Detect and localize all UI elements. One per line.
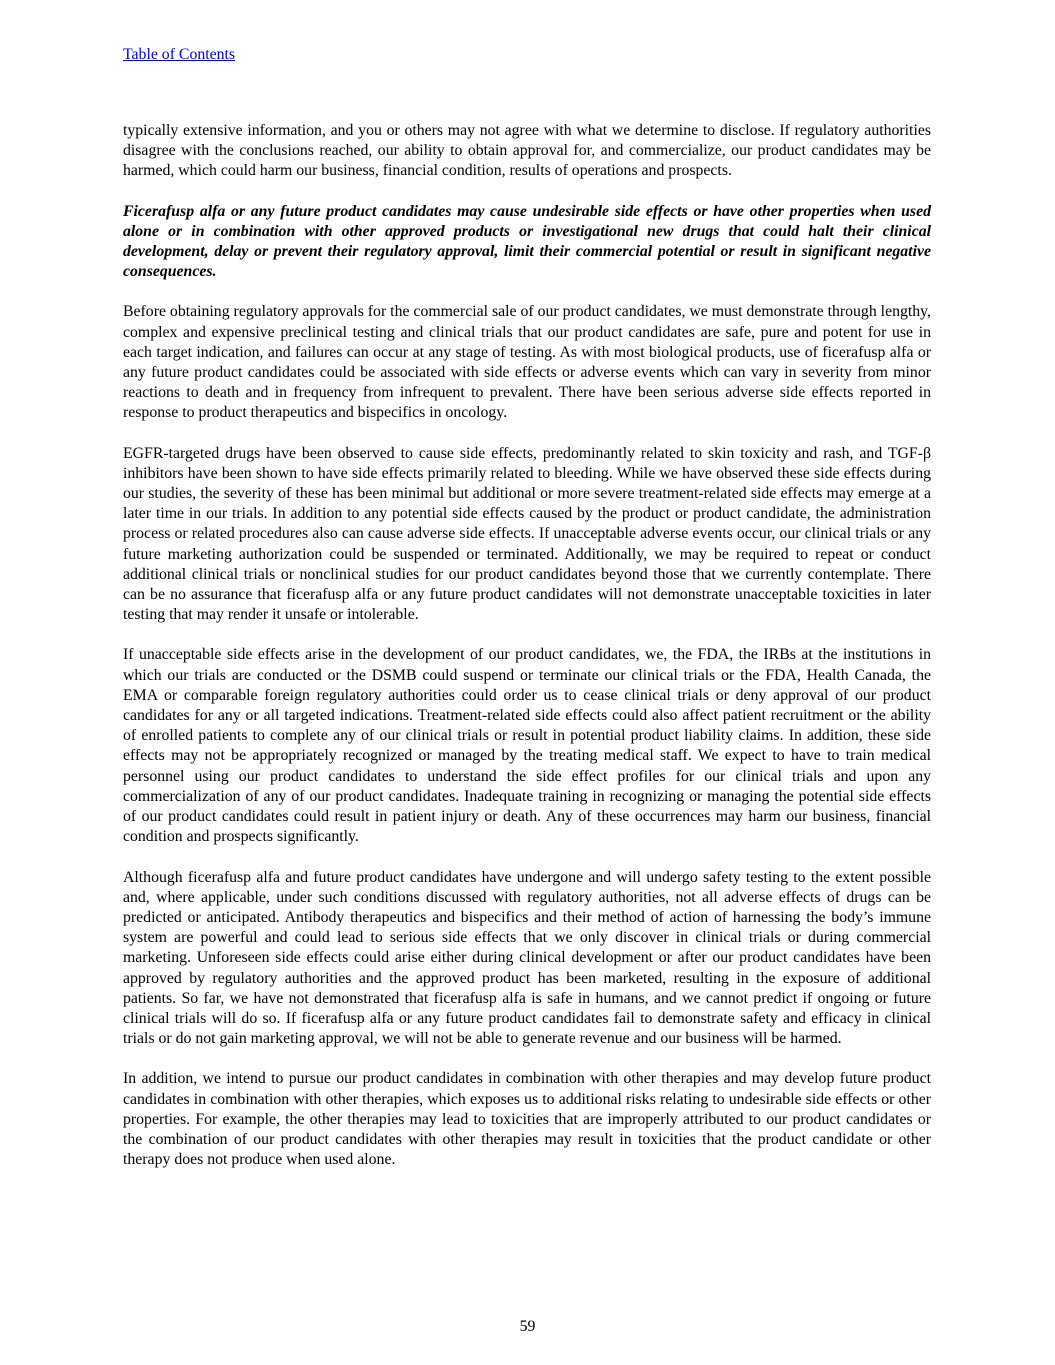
paragraph-intro-continuation: typically extensive information, and you or others may not agree with what we determine to disclose. If regulatory authorities disagree with the conclusions reached, our ability to obtain approval for, and commercialize, our product candidates may be harmed, which could harm our business, financial condition, results of operations and prospects. [123, 122, 931, 180]
paragraph-combination-therapies: In addition, we intend to pursue our product candidates in combination with other therapies and may develop future product candidates in combination with other therapies, which exposes us to additional risks relating to undesirable side effects or other properties. For example, the other therapies may lead to toxicities that are improperly attributed to our product candidates or the combination of our product candidates with other therapies may result in toxicities that the product candidate or other therapy does not produce when used alone. [123, 1070, 931, 1169]
paragraph-safety-testing: Although ficerafusp alfa and future product candidates have undergone and will undergo safety testing to the extent possible and, where applicable, under such conditions discussed with regulatory authorities, not all adverse effects of drugs can be predicted or anticipated. Antibody therapeutics and bispecifics and their method of action of harnessing the body’s immune system are powerful and could lead to serious side effects that we only discover in clinical trials or during commercial marketing. Unforeseen side effects could arise either during clinical development or after our product candidates have been approved by regulatory authorities and the approved product has been marketed, resulting in the exposure of additional patients. So far, we have not demonstrated that ficerafusp alfa is safe in humans, and we cannot predict if ongoing or future clinical trials will do so. If ficerafusp alfa or any future product candidates fail to demonstrate safety and efficacy in clinical trials or do not gain marketing approval, we will not be able to generate revenue and our business will be harmed. [123, 868, 931, 1048]
paragraph-unacceptable-side-effects: If unacceptable side effects arise in the development of our product candidates, we, the FDA, the IRBs at the institutions in which our trials are conducted or the DSMB could suspend or terminate our clinical trials or the FDA, Health Canada, the EMA or comparable foreign regulatory authorities could order us to cease clinical trials or deny approval of our product candidates for any or all targeted indications. Treatment-related side effects could also affect patient recruitment or the ability of enrolled patients to complete any of our clinical trials or result in potential product liability claims. In addition, these side effects may not be appropriately recognized or managed by the treating medical staff. We expect to have to train medical personnel using our product candidates to understand the side effect profiles for our clinical trials and upon any commercialization of any of our product candidates. Inadequate training in recognizing or managing the potential side effects of our product candidates could result in patient injury or death. Any of these occurrences may harm our business, financial condition and prospects significantly. [123, 646, 931, 846]
table-of-contents-link[interactable]: Table of Contents [123, 46, 236, 63]
paragraph-egfr-side-effects: EGFR-targeted drugs have been observed to cause side effects, predominantly related to skin toxicity and rash, and TGF-β inhibitors have been shown to have side effects primarily related to bleeding. While we have observed these side effects during our studies, the severity of these has been minimal but additional or more severe treatment-related side effects may emerge at a later time in our trials. In addition to any potential side effects caused by the product or product candidate, the administration process or related procedures also can cause adverse side effects. If unacceptable adverse events occur, our clinical trials or any future marketing authorization could be suspended or terminated. Additionally, we may be required to repeat or conduct additional clinical trials or nonclinical studies for our product candidates beyond those that we currently contemplate. There can be no assurance that ficerafusp alfa or any future product candidates will not demonstrate unacceptable toxicities in later testing that may render it unsafe or intolerable. [123, 444, 931, 624]
page-body [123, 121, 931, 1190]
paragraph-regulatory-approvals: Before obtaining regulatory approvals for the commercial sale of our product candidates, we must demonstrate through lengthy, complex and expensive preclinical testing and clinical trials that our product candidates are safe, pure and potent for use in each target indication, and failures can occur at any stage of testing. As with most biological products, use of ficerafusp alfa or any future product candidates could be associated with side effects or adverse events which can vary in severity from minor reactions to death and in frequency from infrequent to prevalent. There have been serious adverse side effects reported in response to product therapeutics and bispecifics in oncology. [123, 303, 931, 422]
risk-factor-heading: Ficerafusp alfa or any future product candidates may cause undesirable side effects or have other properties when used alone or in combination with other approved products or investigational new drugs that could halt their clinical development, delay or prevent their regulatory approval, limit their commercial potential or result in significant negative consequences. [123, 202, 931, 281]
page-number: 59 [519, 1318, 536, 1335]
